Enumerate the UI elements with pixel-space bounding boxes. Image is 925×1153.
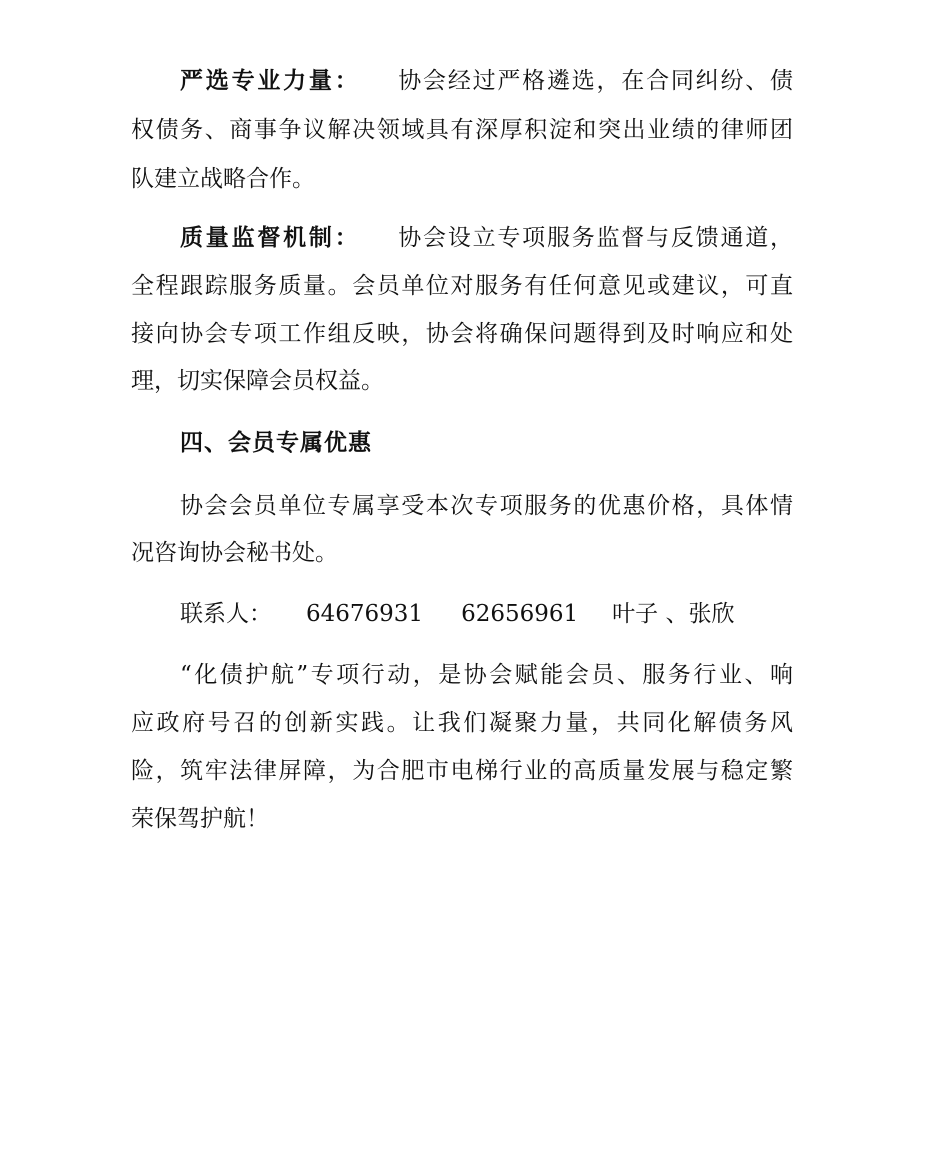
closing-line-4: 荣保驾护航！	[131, 806, 269, 832]
selection-paragraph-line-1	[180, 63, 793, 99]
contact-phone-1: 64676931	[306, 601, 424, 627]
quality-paragraph-line-1	[180, 220, 793, 256]
closing-line-2: 应政府号召的创新实践。让我们凝聚力量，共同化解债务风	[131, 710, 793, 736]
quality-paragraph-line-3: 接向协会专项工作组反映，协会将确保问题得到及时响应和处	[131, 321, 793, 347]
quality-paragraph-line-2: 全程跟踪服务质量。会员单位对服务有任何意见或建议，可直	[131, 273, 793, 299]
contact-phone-2: 62656961	[461, 601, 579, 627]
closing-line-3: 险，筑牢法律屏障，为合肥市电梯行业的高质量发展与稳定繁	[131, 758, 793, 784]
section-four-heading: 四、会员专属优惠	[180, 430, 372, 456]
quality-text-1: 协会设立专项服务监督与反馈通道，	[396, 225, 794, 251]
selection-heading: 严选专业力量：	[180, 68, 361, 94]
section-four-line-1: 协会会员单位专属享受本次专项服务的优惠价格，具体情	[180, 493, 793, 519]
quality-paragraph-line-4: 理，切实保障会员权益。	[131, 368, 384, 394]
selection-paragraph-line-2: 权债务、商事争议解决领域具有深厚积淀和突出业绩的律师团	[131, 117, 793, 143]
selection-text-1: 协会经过严格遴选，在合同纠纷、债	[396, 68, 794, 94]
closing-line-1: “化债护航”专项行动，是协会赋能会员、服务行业、响	[180, 662, 793, 688]
quality-heading: 质量监督机制：	[180, 225, 361, 251]
section-four-line-2: 况咨询协会秘书处。	[131, 540, 338, 566]
contact-line	[180, 596, 793, 632]
contact-names: 叶子 、张欣	[612, 601, 735, 627]
contact-label: 联系人：	[180, 601, 272, 627]
selection-paragraph-line-3: 队建立战略合作。	[131, 166, 315, 192]
